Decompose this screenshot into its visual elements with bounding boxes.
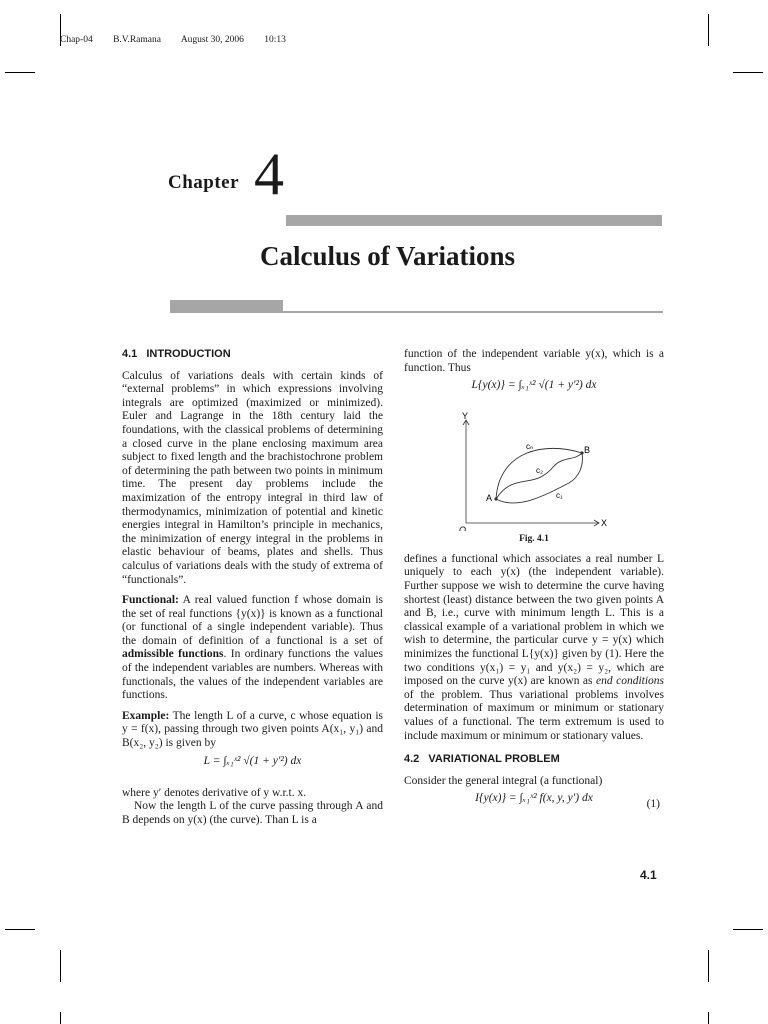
slug-date: August 30, 2006 — [180, 35, 244, 45]
admissible-functions-term: admissible functions — [122, 648, 224, 661]
continuation-paragraph: function of the independent variable y(x), which is a function. Thus — [404, 348, 664, 374]
functional-text: A real valued function f whose domain is the set of real functions {y(x)} is known as a functional (or functional of a single independent variable). Thus the domain of definition of a functional is a set of — [122, 594, 383, 647]
defines-text: defines a functional which associates a real number L uniquely to each y(x) (the independent variable). Further suppose we wish to determine the curve having shortest (least) distance between the two given points A and B, i.e., curve with minimum length L. This is a classical example of a variational problem in which we wish to determine, the particular curve y = y(x) which minimizes the functional L{y(x)} given by (1). Here the two conditions y(x₁) = y₁ and y(x₂) = y₂, which are imposed on the curve y(x) are known as — [404, 552, 664, 688]
functional-paragraph — [122, 594, 383, 703]
slug-author: B.V.Ramana — [113, 35, 161, 45]
chapter-label: Chapter — [168, 172, 240, 193]
figure-caption: Fig. 4.1 — [519, 534, 549, 545]
slug-chapter: Chap-04 — [60, 35, 93, 45]
example-label: Example: — [122, 709, 170, 722]
curve-c2-label: c₂ — [536, 466, 544, 476]
curve-c2 — [496, 453, 582, 499]
chapter-title: Calculus of Variations — [260, 241, 516, 271]
functional-formula: L{y(x)} = ∫ₓ₁ˣ² √(1 + y′²) dx — [471, 379, 597, 392]
right-column — [404, 348, 664, 824]
left-column — [122, 348, 383, 834]
equation-number: (1) — [646, 798, 660, 811]
section-heading — [122, 348, 383, 362]
intro-paragraph: Calculus of variations deals with certain kinds of “external problems” in which expressions involving integrals are optimized (maximized or minimized). Euler and Lagrange in the 18th century laid the foundations, with the classical problems of determining a closed curve in the plane enclosing maximum area subject to fixed length and the brachistochrone problem of determining the path between two points in minimum time. The present day problems include the maximization of the entropy integral in third law of thermodynamics, minimization of potential and kinetic energies integral in Hamilton’s principle in mechanics, the minimization of energy integral in the problems in elastic behaviour of beams, plates and shells. Thus calculus of variations deals with the study of extrema of “functionals”. — [122, 369, 383, 586]
section-title: INTRODUCTION — [146, 348, 231, 360]
curves-diagram — [404, 411, 664, 531]
y-axis-label: Y — [462, 411, 469, 422]
crop-mark — [5, 929, 35, 930]
defines-paragraph — [404, 553, 664, 743]
print-slug — [60, 35, 304, 45]
length-formula: L = ∫ₓ₁ˣ² √(1 + y′²) dx — [203, 754, 302, 767]
section-number: 4.1 — [122, 348, 138, 360]
x-axis-label: X — [601, 518, 608, 529]
curve-c1-label: c₁ — [556, 491, 563, 501]
section-heading — [404, 753, 664, 767]
consider-text: Consider the general integral (a functional) — [404, 774, 603, 787]
crop-mark — [708, 14, 709, 46]
origin-label: O — [459, 525, 467, 532]
crop-mark — [733, 929, 763, 930]
functional-text-end: . In ordinary functions the values of the independent variables are numbers. Whereas with functionals, the values of the independent variables are functions. — [122, 648, 384, 702]
example-paragraph — [122, 710, 383, 751]
general-integral: I{y(x)} = ∫ₓ₁ˣ² f(x, y, y′) dx — [475, 792, 593, 805]
functional-label: Functional: — [122, 594, 179, 607]
length-dependence-text: Now the length L of the curve passing through A and B depends on y(x) (the curve). Than L is a — [122, 800, 383, 826]
chapter-rule-bottom-accent — [170, 300, 283, 313]
slug-time: 10:13 — [264, 35, 286, 45]
point-b-label: B — [584, 445, 591, 456]
crop-mark — [733, 72, 763, 73]
section-number: 4.2 — [404, 753, 420, 766]
crop-mark — [60, 1012, 61, 1024]
chapter-number: 4 — [254, 141, 284, 207]
point-a-label: A — [486, 493, 493, 504]
page-number: 4.1 — [640, 868, 657, 882]
crop-mark — [708, 1012, 709, 1024]
end-conditions-term: end conditions — [596, 675, 664, 688]
section-title: VARIATIONAL PROBLEM — [428, 753, 560, 766]
point-a — [494, 498, 497, 501]
curve-cn-label: cₙ — [526, 442, 534, 452]
defines-text-end: of the problem. Thus variational problems involves determination of maximum or minimum or stationary values of a functional. The term extremum is used to include maximum or minimum or stationary values. — [404, 688, 664, 742]
general-integral-formula — [404, 792, 664, 818]
crop-mark — [5, 72, 35, 73]
derivative-note: where y′ denotes derivative of y w.r.t. x. — [122, 786, 307, 799]
chapter-rule-top — [286, 215, 662, 226]
crop-mark — [708, 950, 709, 982]
crop-mark — [60, 950, 61, 982]
figure-curves — [404, 411, 664, 531]
example-text: The length L of a curve, c whose equation is y = f(x), passing through two given points A(x₁, y₁) and B(x₂, y₂) is given by — [122, 709, 383, 750]
